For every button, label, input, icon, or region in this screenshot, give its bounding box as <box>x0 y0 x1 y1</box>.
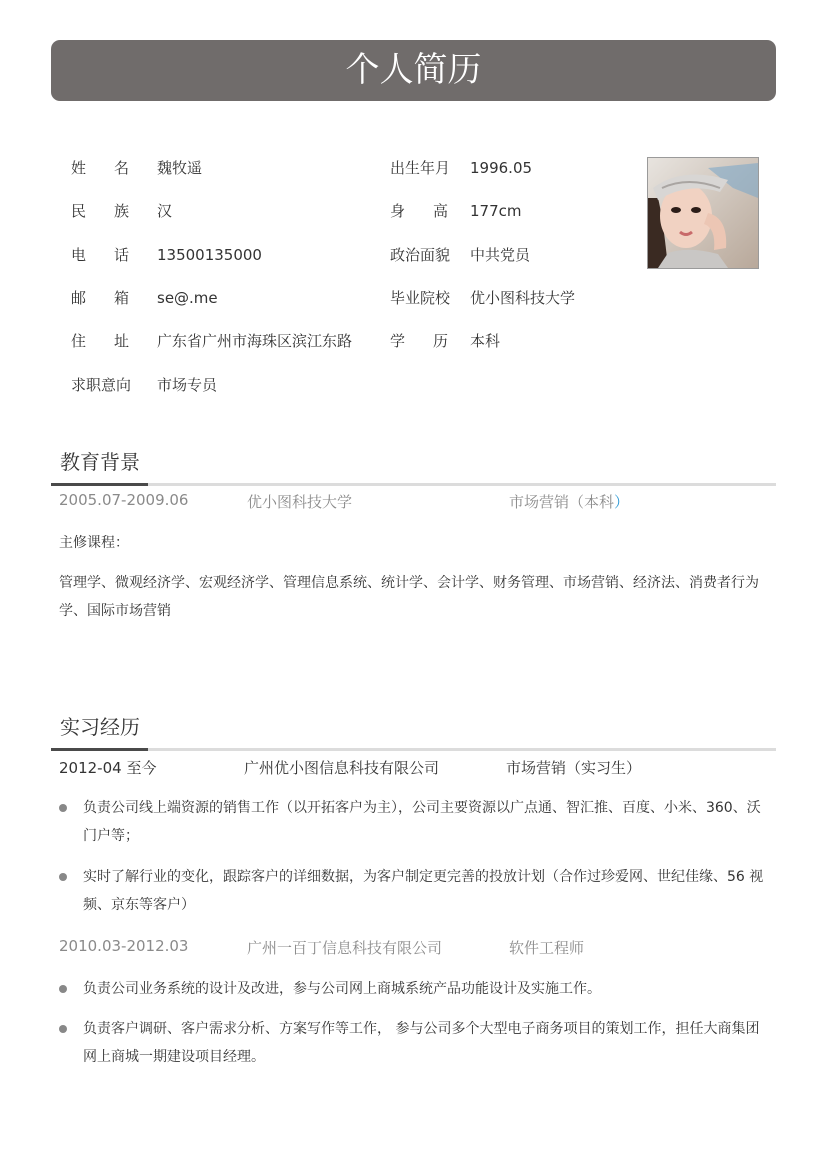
bullet-icon <box>59 804 67 812</box>
bullet-icon <box>59 873 67 881</box>
courses-label: 主修课程： <box>59 535 129 551</box>
education-period: 2005.07-2009.06 <box>59 491 189 509</box>
birth-label: 出生年月 <box>390 159 451 177</box>
internship-divider <box>51 748 776 751</box>
school-label: 毕业院校 <box>390 289 451 307</box>
job-2-company: 广州一百丁信息科技有限公司 <box>247 939 443 957</box>
education-divider <box>51 483 776 486</box>
job-intention-label: 求职意向 <box>71 376 132 394</box>
job-intention-value: 市场专员 <box>157 376 218 394</box>
phone-label: 电 话 <box>71 246 129 264</box>
bullet-icon <box>59 1025 67 1033</box>
email-label: 邮 箱 <box>71 289 129 307</box>
education-degree-close: ） <box>614 493 630 511</box>
profile-photo <box>647 157 759 269</box>
job-1-role: 市场营销（实习生） <box>506 759 642 777</box>
degree-label: 学 历 <box>390 332 448 350</box>
page-title: 个人简历 <box>51 40 776 101</box>
ethnicity-value: 汉 <box>157 202 173 220</box>
name-value: 魏牧遥 <box>157 159 203 177</box>
education-title: 教育背景 <box>60 450 140 474</box>
courses-list: 管理学、微观经济学、宏观经济学、管理信息系统、统计学、会计学、财务管理、市场营销、经济法、消费者行为学、国际市场营销 <box>59 575 759 619</box>
job-1-period: 2012-04 至今 <box>59 759 157 777</box>
education-major <box>509 491 629 512</box>
name-label: 姓 名 <box>71 159 129 177</box>
ethnicity-label: 民 族 <box>71 202 129 220</box>
education-major-name: 市场营销 <box>509 493 570 511</box>
education-school: 优小图科技大学 <box>247 493 353 511</box>
address-value: 广东省广州市海珠区滨江东路 <box>157 332 353 350</box>
job-2-period: 2010.03-2012.03 <box>59 937 189 955</box>
job-2-role: 软件工程师 <box>509 939 585 957</box>
email-value: se@.me <box>157 289 218 307</box>
education-degree: （本科 <box>569 493 615 511</box>
address-label: 住 址 <box>71 332 129 350</box>
school-value: 优小图科技大学 <box>470 289 576 307</box>
phone-value: 13500135000 <box>157 246 262 264</box>
birth-value: 1996.05 <box>470 159 533 177</box>
degree-value: 本科 <box>470 332 501 350</box>
height-label: 身 高 <box>390 202 448 220</box>
job-1-company: 广州优小图信息科技有限公司 <box>244 759 440 777</box>
internship-title: 实习经历 <box>60 715 140 739</box>
bullet-icon <box>59 985 67 993</box>
height-value: 177cm <box>470 202 522 220</box>
political-value: 中共党员 <box>470 246 531 264</box>
profile-photo-image <box>648 158 758 268</box>
political-label: 政治面貌 <box>390 246 451 264</box>
